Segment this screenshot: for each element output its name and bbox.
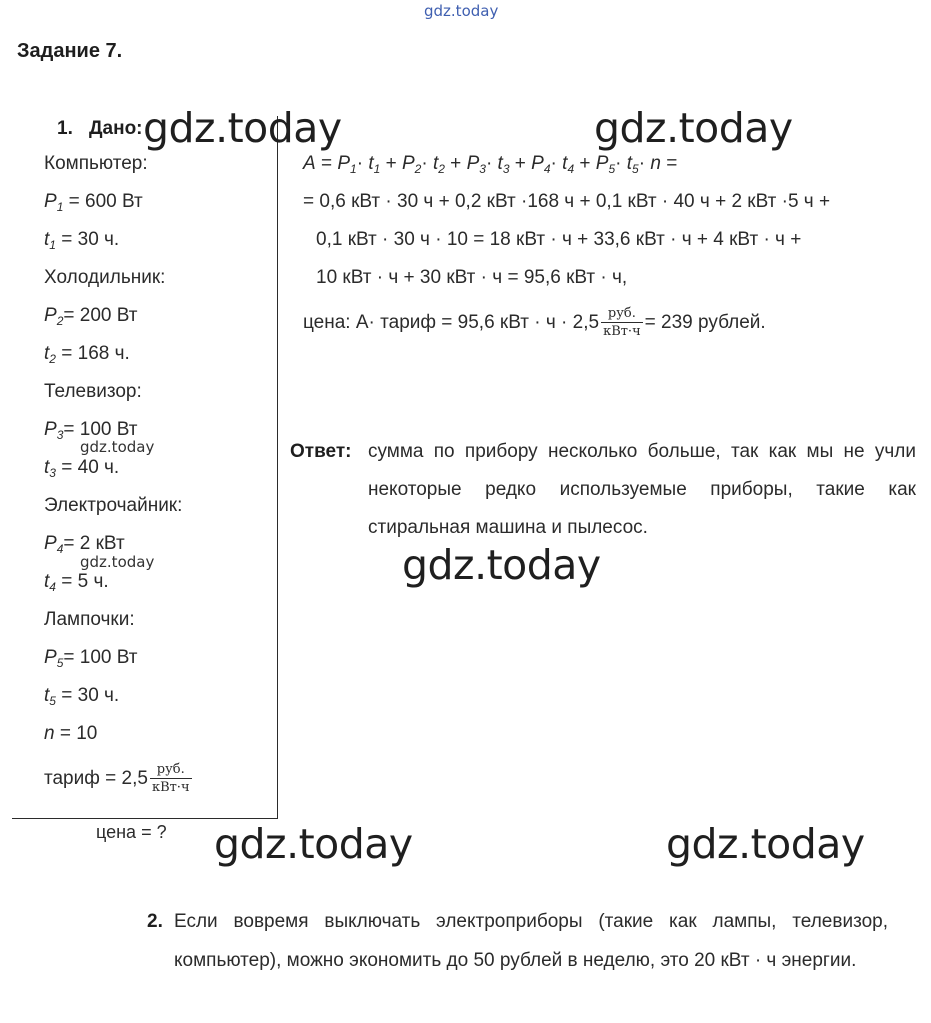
tariff-unit-fraction: $\frac{\text{руб.}}{\text{кВт·ч}}$ bbox=[151, 762, 190, 795]
watermark-big: gdz.today bbox=[214, 820, 413, 868]
time-t2: $t_2 = 168$ ч. bbox=[44, 343, 130, 366]
watermark-big: gdz.today bbox=[402, 541, 601, 589]
watermark-big: gdz.today bbox=[143, 104, 342, 152]
time-t4: $t_4 = 5$ ч. bbox=[44, 571, 109, 594]
task2-text: Если вовремя выключать электроприборы (такие как лампы, телевизор, компьютер), можно экономить до 50 рублей в неделю, это 20 кВт · ч энергии. bbox=[174, 911, 888, 971]
device-kettle: Электрочайник: bbox=[44, 495, 183, 516]
time-t3: $t_3 = 40$ ч. bbox=[44, 457, 120, 480]
task1-number: 1. bbox=[57, 118, 73, 139]
given-divider-vertical bbox=[277, 116, 278, 818]
power-p1: $P_1 = 600$ Вт bbox=[44, 191, 143, 214]
watermark-top: gdz.today bbox=[424, 2, 499, 20]
power-p4: $P_4= 2$ кВт bbox=[44, 533, 125, 556]
watermark-big: gdz.today bbox=[594, 104, 793, 152]
answer-label: Ответ: bbox=[290, 441, 352, 462]
count-n: n = 10 bbox=[44, 723, 98, 744]
find-price: цена = ? bbox=[96, 822, 167, 842]
calc-line-2: = 0,6 кВт · 30 ч + 0,2 кВт ·168 ч + 0,1 кВт · 40 ч + 2 кВт ·5 ч + bbox=[303, 191, 831, 212]
watermark-big: gdz.today bbox=[666, 820, 865, 868]
power-p3: $P_3= 100$ Вт bbox=[44, 419, 138, 442]
calc-line-4: 10 кВт · ч + 30 кВт · ч = 95,6 кВт · ч, bbox=[316, 267, 628, 288]
given-divider-horizontal bbox=[12, 818, 278, 819]
device-fridge: Холодильник: bbox=[44, 267, 166, 288]
power-p2: $P_2= 200$ Вт bbox=[44, 305, 138, 328]
power-p5: $P_5= 100$ Вт bbox=[44, 647, 138, 670]
energy-formula: $A = P_1\cdot t_1 + P_2\cdot t_2 + P_3\cdot t_3 + P_4\cdot t_4 + P_5\cdot t_5\cdot n$ = bbox=[303, 153, 678, 176]
time-t5: $t_5 = 30$ ч. bbox=[44, 685, 120, 708]
calc-line-3: 0,1 кВт · 30 ч · 10 = 18 кВт · ч + 33,6 кВт · ч + 4 кВт · ч + bbox=[316, 229, 802, 250]
device-computer: Компьютер: bbox=[44, 153, 148, 174]
device-lamps: Лампочки: bbox=[44, 609, 135, 630]
given-label: Дано: bbox=[89, 118, 143, 139]
task2-number: 2. bbox=[147, 911, 163, 932]
tariff: тариф = 2,5 $\frac{\text{руб.}}{\text{кВт·ч}}$ bbox=[44, 762, 190, 795]
device-tv: Телевизор: bbox=[44, 381, 142, 402]
answer-text: сумма по прибору несколько больше, так как мы не учли некоторые редко используемые приборы, такие как стиральная машина и пылесос. bbox=[368, 441, 916, 538]
price-unit-fraction: $\frac{\text{руб.}}{\text{кВт·ч}}$ bbox=[603, 306, 641, 339]
watermark-small: gdz.today bbox=[80, 553, 155, 571]
price-calc: цена: A· тариф = 95,6 кВт · ч · 2,5 $\frac{\text{руб.}}{\text{кВт·ч}}$ = 239 рублей. bbox=[303, 306, 766, 339]
time-t1: $t_1 = 30$ ч. bbox=[44, 229, 120, 252]
task-title: Задание 7. bbox=[17, 40, 123, 62]
watermark-small: gdz.today bbox=[80, 438, 155, 456]
